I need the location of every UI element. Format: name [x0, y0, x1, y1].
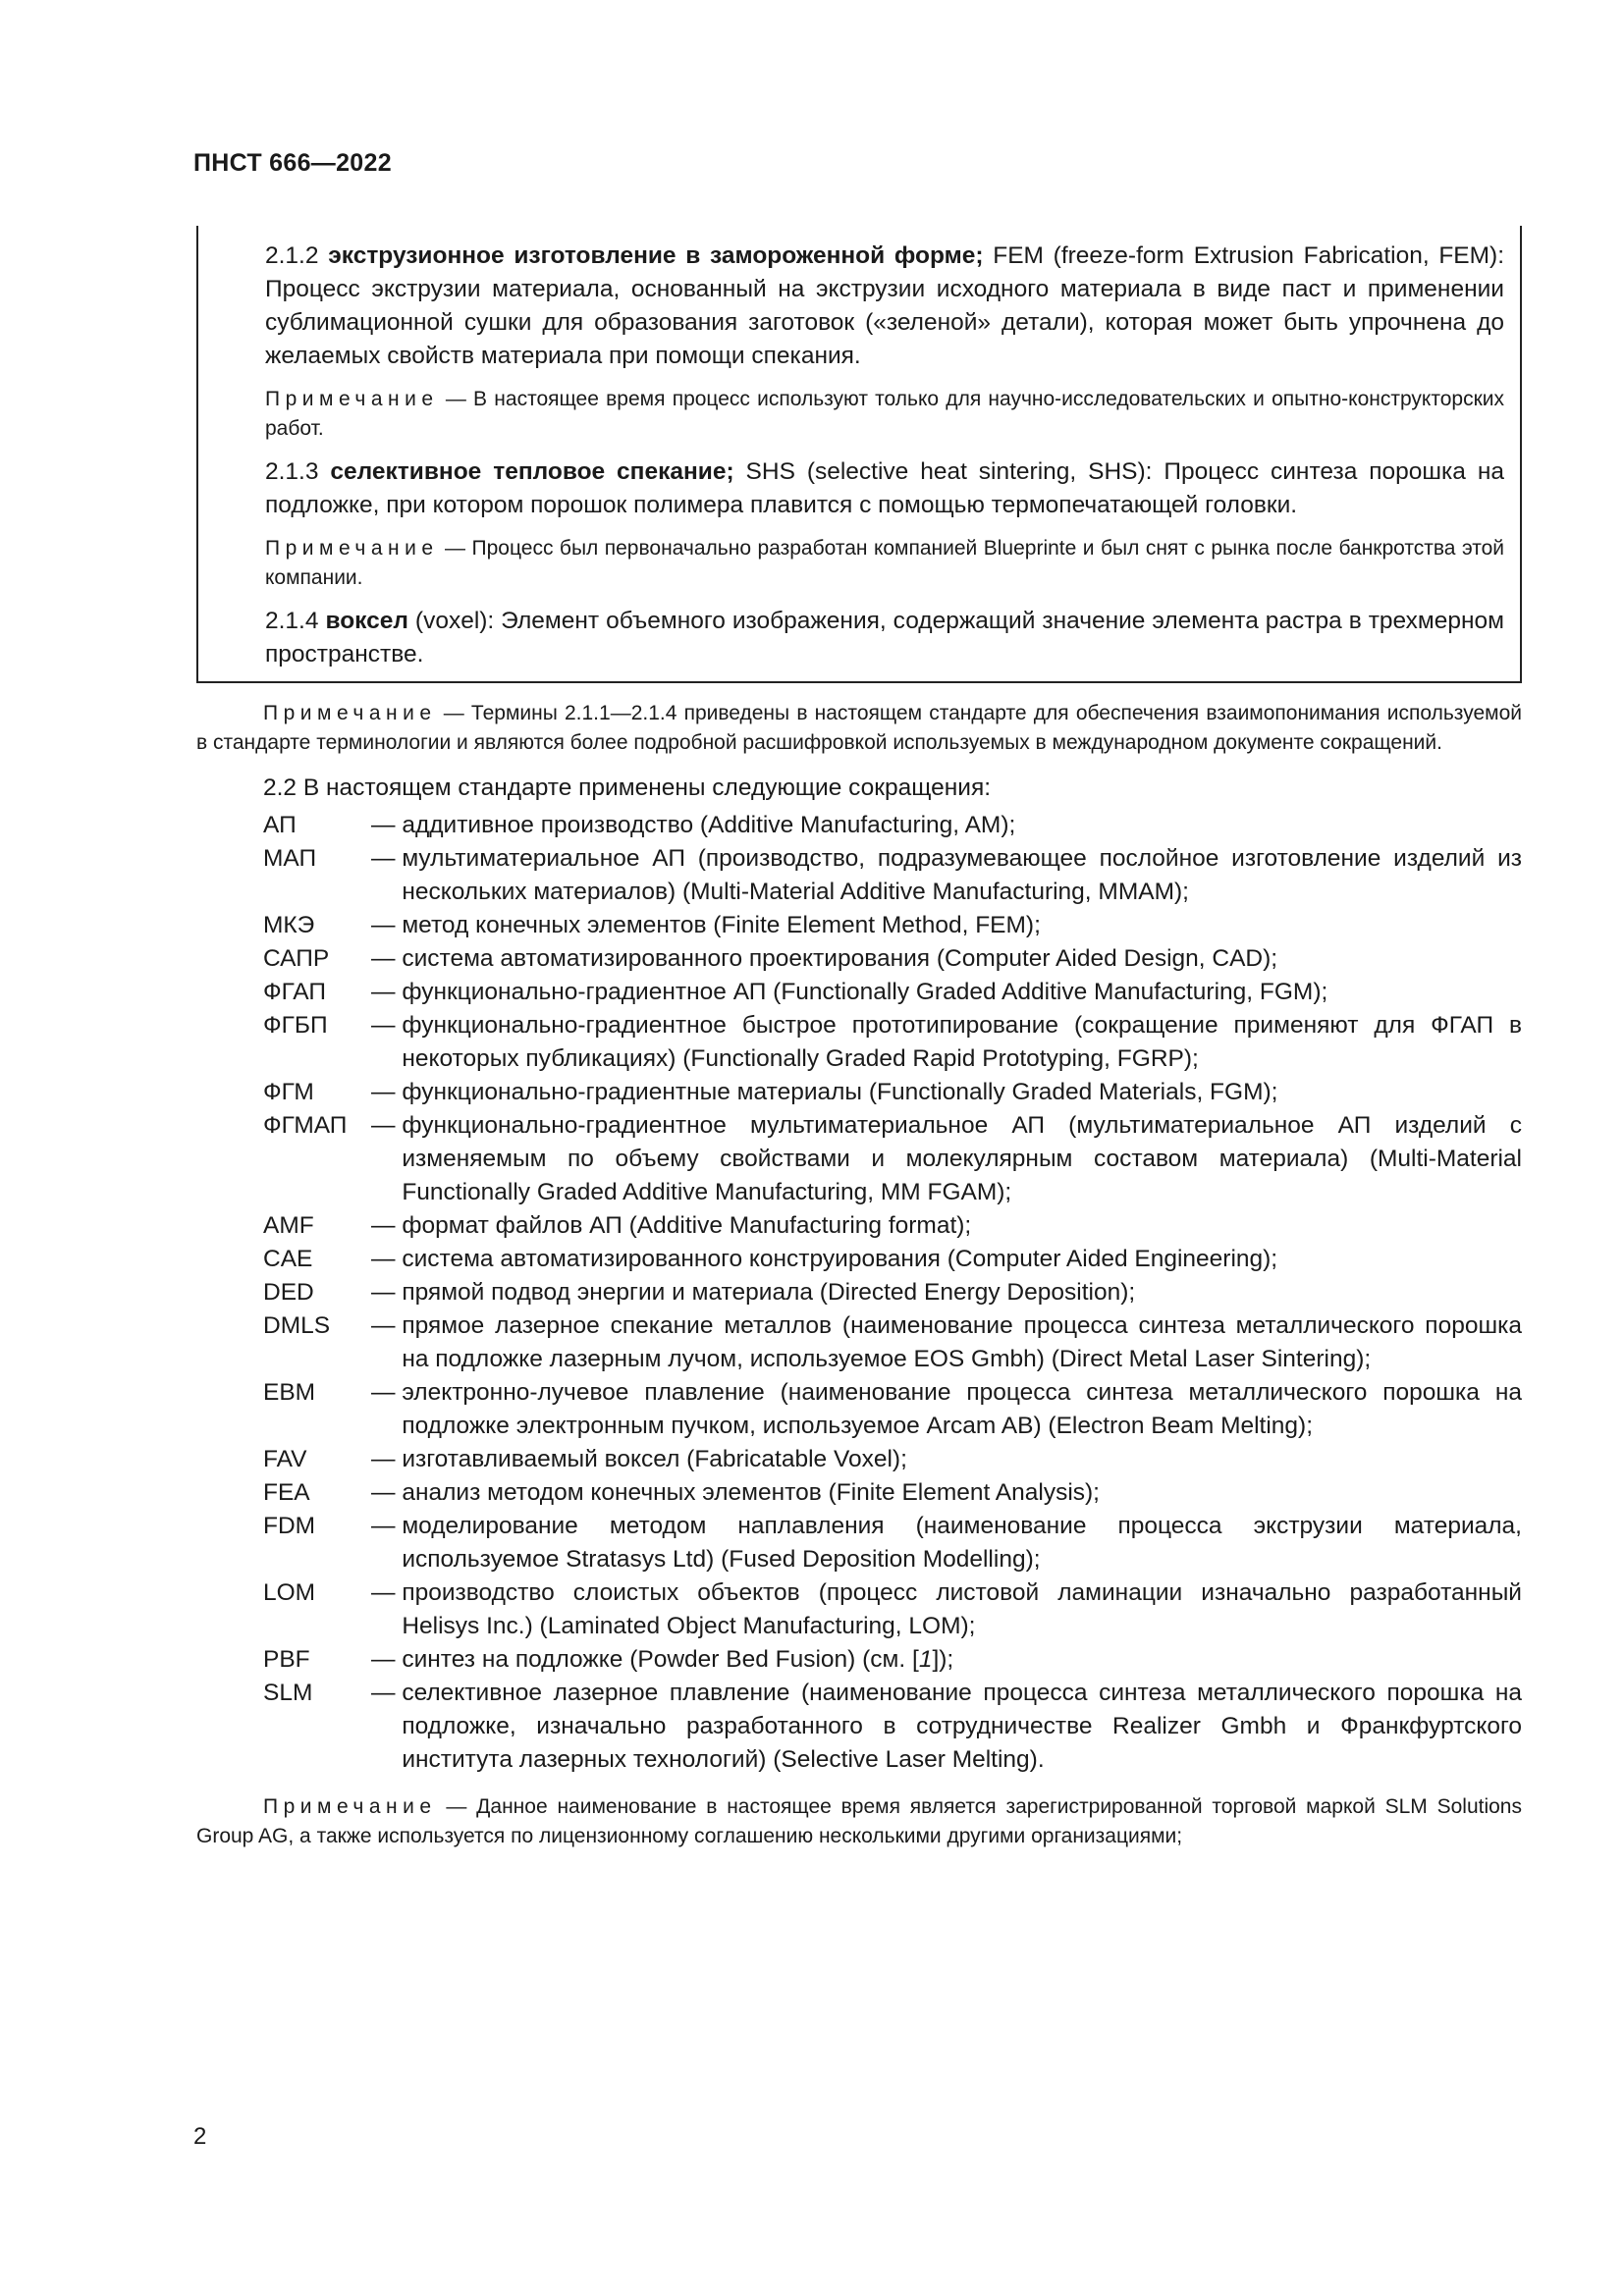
- term-number: 2.1.3: [265, 458, 319, 485]
- abbreviation-text: функционально-градиентные материалы (Functionally Graded Materials, FGM);: [402, 1079, 1278, 1105]
- abbreviation-key: ФГБП: [263, 1012, 328, 1039]
- term-2-1-4: [265, 605, 1504, 671]
- abbreviation-row: [196, 1443, 1522, 1476]
- abbreviation-row: [196, 1276, 1522, 1309]
- dash: —: [371, 1312, 403, 1339]
- abbreviation-key: FEA: [263, 1479, 310, 1506]
- abbreviation-key: PBF: [263, 1646, 310, 1673]
- dash: —: [371, 1079, 403, 1105]
- terms-note: [196, 699, 1522, 758]
- note-label: Примечание: [263, 1795, 437, 1818]
- term-note-2-1-3: [265, 534, 1504, 593]
- abbreviation-text: система автоматизированного конструирования (Computer Aided Engineering);: [402, 1246, 1278, 1272]
- abbreviation-row: [196, 1510, 1522, 1576]
- abbreviation-row: [196, 1376, 1522, 1443]
- outer-section: [196, 699, 1522, 1851]
- abbreviation-key: САПР: [263, 945, 330, 972]
- term-2-1-3: [265, 455, 1504, 522]
- term-title: селективное тепловое спекание;: [330, 458, 734, 485]
- abbreviation-text-part: ]);: [932, 1646, 954, 1673]
- note-label: Примечание: [265, 388, 439, 410]
- dash: —: [371, 1279, 403, 1306]
- term-title: воксел: [325, 608, 408, 634]
- abbreviation-text: моделирование методом наплавления (наименование процесса экструзии материала, используемое Stratasys Ltd) (Fused Deposition Modelling);: [402, 1513, 1522, 1573]
- section-2-2-intro: 2.2 В настоящем стандарте применены следующие сокращения:: [263, 774, 992, 801]
- abbreviation-key: DED: [263, 1279, 314, 1306]
- abbreviation-row: [196, 1076, 1522, 1109]
- abbreviation-key: FDM: [263, 1513, 316, 1539]
- abbreviation-key: SLM: [263, 1680, 313, 1706]
- note-text: — Процесс был первоначально разработан компанией Blueprinte и был снят с рынка после банкротства этой компании.: [265, 537, 1505, 589]
- abbreviation-text: прямой подвод энергии и материала (Directed Energy Deposition);: [402, 1279, 1136, 1306]
- dash: —: [371, 912, 403, 938]
- abbreviation-row: [196, 1109, 1522, 1209]
- dash: —: [371, 1246, 403, 1272]
- abbreviation-text: селективное лазерное плавление (наименование процесса синтеза металлического порошка на подложке, изначально разработанного в сотрудничестве Realizer Gmbh и Франкфуртского института лазерных технологий) (Selective Laser Melting).: [402, 1680, 1522, 1773]
- abbreviation-text: электронно-лучевое плавление (наименование процесса синтеза металлического порошка на подложке электронным пучком, используемое Arcam AB) (Electron Beam Melting);: [402, 1379, 1522, 1439]
- abbreviation-row: [196, 1576, 1522, 1643]
- abbreviation-key: LOM: [263, 1579, 316, 1606]
- abbreviation-text: аддитивное производство (Additive Manufacturing, AM);: [402, 812, 1016, 838]
- abbreviation-text: прямое лазерное спекание металлов (наименование процесса синтеза металлического порошка на подложке лазерным лучом, используемое EOS Gmbh) (Direct Metal Laser Sintering);: [402, 1312, 1522, 1372]
- abbreviation-row: [196, 842, 1522, 909]
- term-definition: SHS (selective heat sintering, SHS): Процесс синтеза порошка на подложке, при котором порошок полимера плавится с помощью термопечатающей головки.: [265, 458, 1504, 518]
- dash: —: [371, 1212, 403, 1239]
- dash: —: [371, 1513, 403, 1539]
- abbreviation-row: [196, 1243, 1522, 1276]
- abbreviation-row: [196, 1309, 1522, 1376]
- page-content: [196, 226, 1522, 1863]
- dash: —: [371, 1680, 403, 1706]
- abbreviation-key: МКЭ: [263, 912, 315, 938]
- note-text: — В настоящее время процесс используют только для научно-исследовательских и опытно-конструкторских работ.: [265, 388, 1504, 440]
- term-2-1-2: [265, 240, 1504, 373]
- abbreviation-text: производство слоистых объектов (процесс листовой ламинации изначально разработанный Helisys Inc.) (Laminated Object Manufacturing, LOM);: [402, 1579, 1522, 1639]
- abbreviation-text: функционально-градиентное быстрое прототипирование (сокращение применяют для ФГАП в некоторых публикациях) (Functionally Graded Rapid Prototyping, FGRP);: [402, 1012, 1522, 1072]
- abbreviation-text: функционально-градиентное АП (Functionally Graded Additive Manufacturing, FGM);: [402, 979, 1328, 1005]
- abbreviation-row: [196, 942, 1522, 976]
- term-definition: FEM (freeze-form Extrusion Fabrication, FEM): Процесс экструзии материала, основанный на экструзии исходного материала в виде паст и применении сублимационной сушки для образования заготовок («зеленой» детали), которая может быть упрочнена до желаемых свойств материала при помощи спекания.: [265, 242, 1505, 369]
- dash: —: [371, 1446, 403, 1472]
- abbreviation-row: [196, 976, 1522, 1009]
- abbreviation-row: [196, 1209, 1522, 1243]
- abbreviation-key: FAV: [263, 1446, 307, 1472]
- abbreviation-key: AMF: [263, 1212, 314, 1239]
- document-id-header: ПНСТ 666—2022: [193, 149, 392, 177]
- abbreviation-row: [196, 1009, 1522, 1076]
- dash: —: [371, 812, 403, 838]
- dash: —: [371, 1379, 403, 1406]
- abbreviation-row: [196, 1476, 1522, 1510]
- final-note: [196, 1792, 1522, 1851]
- dash: —: [371, 1579, 403, 1606]
- abbreviation-text: система автоматизированного проектирования (Computer Aided Design, CAD);: [402, 945, 1278, 972]
- note-label: Примечание: [265, 537, 439, 560]
- bibliography-ref[interactable]: 1: [918, 1646, 933, 1673]
- dash: —: [371, 1012, 403, 1039]
- abbreviation-key: АП: [263, 812, 297, 838]
- abbreviation-row: [196, 1677, 1522, 1777]
- abbreviation-key: DMLS: [263, 1312, 331, 1339]
- abbreviation-key: ФГАП: [263, 979, 326, 1005]
- abbreviation-row: [196, 809, 1522, 842]
- dash: —: [371, 1112, 403, 1139]
- note-text: — Термины 2.1.1—2.1.4 приведены в настоящем стандарте для обеспечения взаимопонимания используемой в стандарте терминологии и являются более подробной расшифровкой используемых в международном документе сокращений.: [196, 702, 1522, 754]
- abbreviation-text: анализ методом конечных элементов (Finite Element Analysis);: [402, 1479, 1100, 1506]
- abbreviation-key: CAE: [263, 1246, 313, 1272]
- term-definition: (voxel): Элемент объемного изображения, содержащий значение элемента растра в трехмерном пространстве.: [265, 608, 1504, 667]
- abbreviation-text-part: синтез на подложке (Powder Bed Fusion) (см. [: [402, 1646, 919, 1673]
- abbreviation-row: [196, 1643, 1522, 1677]
- note-label: Примечание: [263, 702, 437, 724]
- term-note-2-1-2: [265, 385, 1504, 444]
- abbreviation-key: МАП: [263, 845, 317, 872]
- abbreviation-text: [402, 1643, 1522, 1677]
- abbreviation-text: мультиматериальное АП (производство, подразумевающее послойное изготовление изделий из нескольких материалов) (Multi-Material Additive Manufacturing, MMAM);: [402, 845, 1522, 905]
- framed-terms-box: [196, 226, 1522, 683]
- term-number: 2.1.2: [265, 242, 319, 269]
- abbreviation-text: метод конечных элементов (Finite Element Method, FEM);: [402, 912, 1041, 938]
- note-text: — Данное наименование в настоящее время является зарегистрированной торговой маркой SLM Solutions Group AG, а также используется по лицензионному соглашению несколькими другими организациями;: [196, 1795, 1522, 1847]
- term-title: экструзионное изготовление в замороженной форме;: [328, 242, 984, 269]
- abbreviation-text: функционально-градиентное мультиматериальное АП (мультиматериальное АП изделий с изменяемым по объему свойствами и молекулярным составом материала) (Multi-Material Functionally Graded Additive Manufacturing, MM FGAM);: [402, 1112, 1522, 1205]
- abbreviation-row: [196, 909, 1522, 942]
- dash: —: [371, 979, 403, 1005]
- abbreviation-key: ФГМАП: [263, 1112, 348, 1139]
- abbreviation-text: формат файлов АП (Additive Manufacturing format);: [402, 1212, 972, 1239]
- abbreviation-key: ФГМ: [263, 1079, 314, 1105]
- dash: —: [371, 845, 403, 872]
- dash: —: [371, 1646, 403, 1673]
- abbreviation-list: [196, 809, 1522, 1777]
- dash: —: [371, 1479, 403, 1506]
- abbreviation-key: EBM: [263, 1379, 316, 1406]
- term-number: 2.1.4: [265, 608, 319, 634]
- page-number: 2: [193, 2123, 207, 2150]
- dash: —: [371, 945, 403, 972]
- abbreviation-text: изготавливаемый воксел (Fabricatable Voxel);: [402, 1446, 907, 1472]
